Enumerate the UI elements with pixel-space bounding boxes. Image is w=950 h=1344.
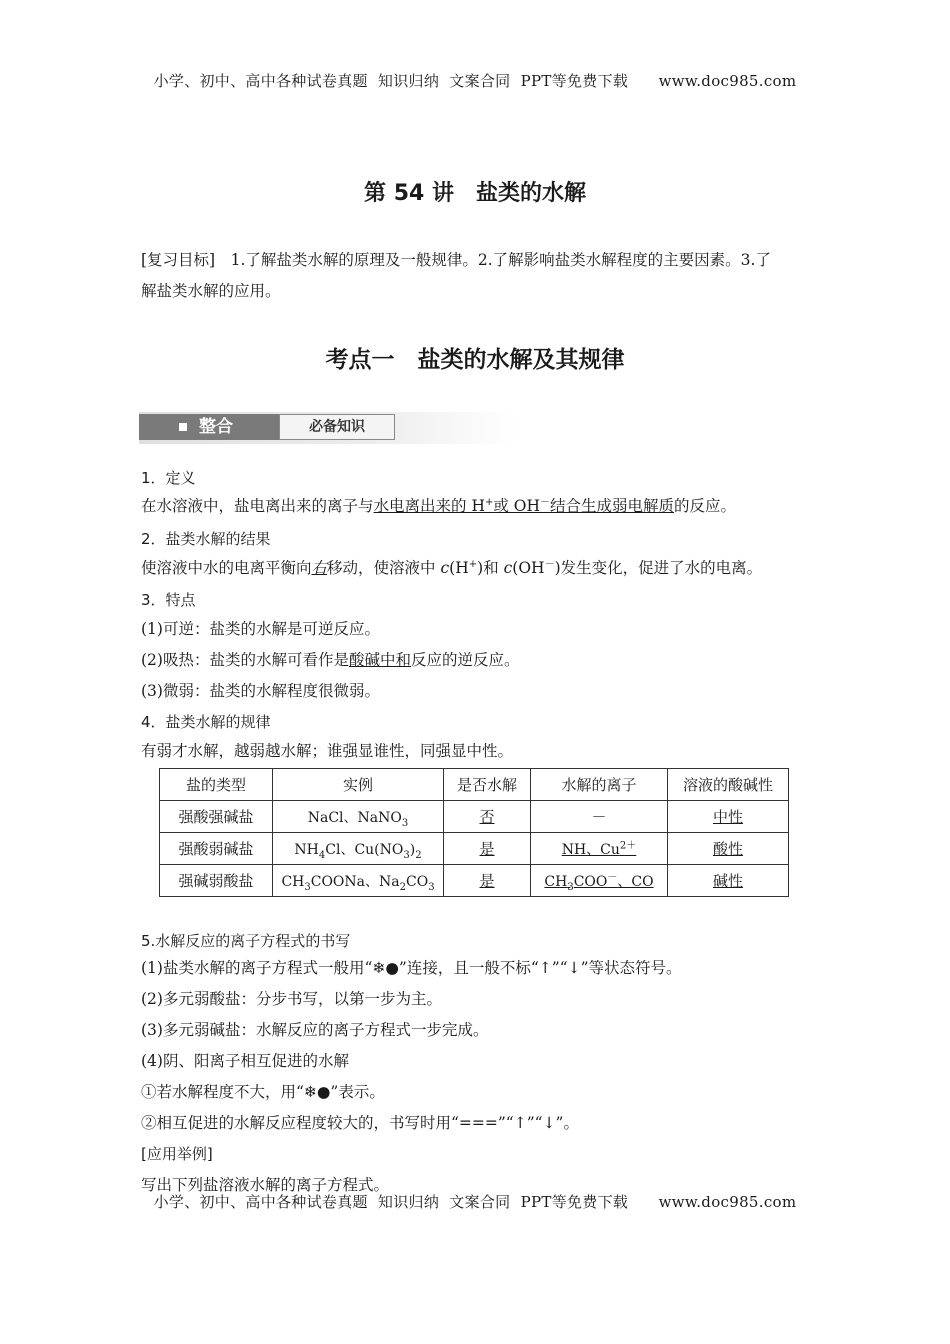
heading-result: 2．盐类水解的结果: [141, 530, 271, 548]
definition-text: [141, 491, 821, 522]
equation-item-1: (1)盐类水解的离子方程式一般用“❄●”连接，且一般不标“↑”“↓”等状态符号。: [141, 959, 682, 977]
rules-text: 有弱才水解，越弱越水解；谁强显谁性，同强显中性。: [141, 742, 514, 760]
feature-item-2-blank: 酸碱中和: [348, 651, 411, 669]
banner-dark-tab: [139, 414, 279, 440]
cell-example: $NH_4Cl$、$Cu(NO_3)_2$: [273, 833, 444, 865]
cell-hydrolyze: 否: [444, 801, 531, 833]
equations-list: [141, 953, 821, 1201]
heading-equations: 5.水解反应的离子方程式的书写: [141, 932, 351, 950]
objectives-line-1: [复习目标] 1.了解盐类水解的原理及一般规律。2.了解影响盐类水解程度的主要因素。3.了: [141, 251, 771, 269]
heading-rules: 4．盐类水解的规律: [141, 713, 271, 731]
header-cell: 溶液的酸碱性: [668, 769, 789, 801]
banner-light-label: 必备知识: [279, 414, 395, 440]
equation-item-2: (2)多元弱酸盐：分步书写，以第一步为主。: [141, 990, 442, 1008]
result-blank: 右: [311, 559, 328, 577]
feature-item-3: (3)微弱：盐类的水解程度很微弱。: [141, 682, 380, 700]
page-header: 小学、初中、高中各种试卷真题 知识归纳 文案合同 PPT等免费下载 www.doc985.com: [153, 72, 797, 90]
table-header-row: [160, 769, 789, 801]
table-row: [160, 865, 789, 897]
cell-nature: 酸性: [668, 833, 789, 865]
cell-example: $CH_3COONa$、$Na_2CO_3$: [273, 865, 444, 897]
heading-features: 3．特点: [141, 591, 196, 609]
definition-blank: 水电离出来的 H+或 OH－结合生成弱电解质: [373, 496, 675, 515]
table-row: [160, 833, 789, 865]
cell-type: 强酸强碱盐: [160, 801, 273, 833]
equation-item-3: (3)多元弱碱盐：水解反应的离子方程式一步完成。: [141, 1021, 489, 1039]
header-cell: 是否水解: [444, 769, 531, 801]
example-text: 写出下列盐溶液水解的离子方程式。: [141, 1176, 390, 1194]
heading-definition: 1．定义: [141, 469, 196, 487]
hydrolysis-table: [159, 768, 789, 897]
features-list: [141, 614, 821, 707]
cell-nature: 中性: [668, 801, 789, 833]
equation-sub-1: ①若水解程度不大，用“❄●”表示。: [141, 1083, 385, 1101]
cell-nature: 碱性: [668, 865, 789, 897]
result-text: 使溶液中水的电离平衡向右移动，使溶液中 c(H+)和 c(OH－)发生变化，促进了水的电离。: [141, 558, 763, 577]
cell-ion: $CH_3COO^-$、CO: [531, 865, 668, 897]
header-cell: 实例: [273, 769, 444, 801]
cell-example: NaCl、NaNO$_3$: [273, 801, 444, 833]
cell-type: 强碱弱酸盐: [160, 865, 273, 897]
example-heading: [应用举例]: [141, 1145, 213, 1163]
header-cell: 盐的类型: [160, 769, 273, 801]
definition-pre: 在水溶液中，盐电离出来的离子与: [141, 497, 374, 515]
equation-item-4: (4)阴、阳离子相互促进的水解: [141, 1052, 349, 1070]
header-cell: 水解的离子: [531, 769, 668, 801]
feature-item-2: (2)吸热：盐类的水解可看作是酸碱中和反应的逆反应。: [141, 651, 520, 669]
cell-hydrolyze: 是: [444, 865, 531, 897]
objectives-line-2: 解盐类水解的应用。: [141, 282, 281, 300]
feature-item-1: (1)可逆：盐类的水解是可逆反应。: [141, 620, 380, 638]
lecture-title: 第 54 讲 盐类的水解: [364, 181, 586, 206]
equation-sub-2: ②相互促进的水解反应程度较大的，书写时用“===”“↑”“↓”。: [141, 1114, 579, 1132]
square-bullet-icon: [179, 423, 187, 431]
cell-type: 强酸弱碱盐: [160, 833, 273, 865]
knowledge-banner: [139, 412, 517, 444]
review-objectives: [141, 245, 831, 307]
cell-hydrolyze: 是: [444, 833, 531, 865]
cell-ion: NH、$Cu^{2+}$: [531, 833, 668, 865]
table-row: [160, 801, 789, 833]
definition-post: 的反应。: [674, 497, 737, 515]
section-title: 考点一 盐类的水解及其规律: [325, 347, 625, 373]
banner-dark-label: 整合: [199, 417, 233, 437]
cell-ion: －: [531, 801, 668, 833]
page-footer: 小学、初中、高中各种试卷真题 知识归纳 文案合同 PPT等免费下载 www.doc985.com: [153, 1193, 797, 1211]
